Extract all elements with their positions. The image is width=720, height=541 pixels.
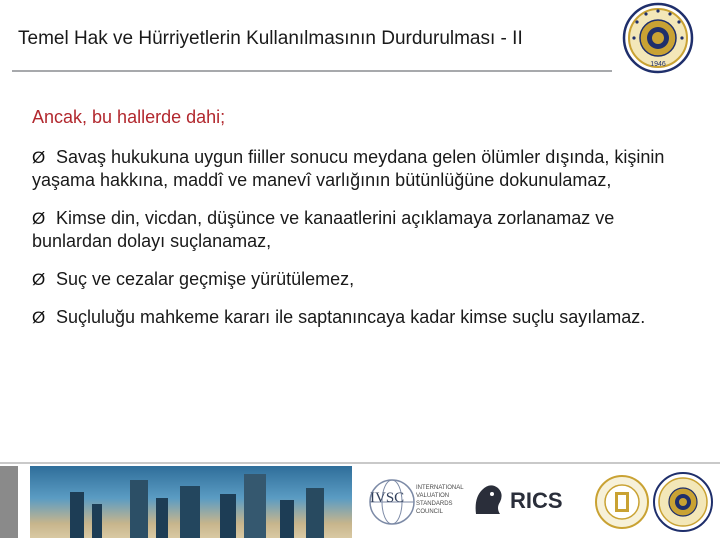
rics-lion-icon bbox=[470, 468, 506, 536]
university-seal-small-icon bbox=[652, 468, 714, 536]
slide-title: Temel Hak ve Hürriyetlerin Kullanılmasının Durdurulması - II bbox=[18, 28, 523, 49]
bullet-item bbox=[32, 146, 672, 192]
building-shape bbox=[244, 474, 266, 538]
arrow-bullet-icon: Ø bbox=[32, 209, 46, 228]
bullet-item bbox=[32, 306, 672, 329]
rics-logo bbox=[470, 468, 580, 536]
university-seal-icon bbox=[622, 2, 694, 74]
ivsc-caption: INTERNATIONAL VALUATION STANDARDS COUNCIL bbox=[416, 485, 464, 515]
building-shape bbox=[130, 480, 148, 538]
footer-divider bbox=[0, 462, 720, 464]
building-shape bbox=[306, 488, 324, 538]
faculty-seal-icon bbox=[594, 468, 650, 536]
ivsc-logo bbox=[360, 468, 468, 536]
building-shape bbox=[180, 486, 200, 538]
bullet-text: Suçluluğu mahkeme kararı ile saptanıncaya kadar kimse suçlu sayılamaz. bbox=[56, 307, 646, 327]
seal-year-label: 1946 bbox=[650, 61, 666, 68]
bullet-text: Savaş hukukuna uygun fiiller sonucu meydana gelen ölümler dışında, kişinin yaşama hakkına, maddî ve manevî varlığının bütünlüğüne dokunulamaz, bbox=[32, 147, 665, 190]
arrow-bullet-icon: Ø bbox=[32, 308, 46, 327]
bullet-item bbox=[32, 268, 672, 291]
slide-body bbox=[32, 106, 672, 344]
arrow-bullet-icon: Ø bbox=[32, 148, 46, 167]
building-shape bbox=[92, 504, 102, 538]
footer-banner bbox=[0, 462, 720, 540]
building-shape bbox=[220, 494, 236, 538]
arrow-bullet-icon: Ø bbox=[32, 270, 46, 289]
bullet-text: Kimse din, vicdan, düşünce ve kanaatlerini açıklamaya zorlanamaz ve bunlardan dolayı suçlanamaz, bbox=[32, 208, 615, 251]
bullet-item bbox=[32, 207, 672, 253]
city-skyline-image bbox=[30, 466, 352, 538]
title-divider bbox=[12, 70, 612, 72]
ivsc-mark: IVSC bbox=[370, 490, 405, 506]
footer-decoration bbox=[0, 466, 18, 538]
building-shape bbox=[280, 500, 294, 538]
rics-mark: RICS bbox=[510, 488, 563, 513]
bullet-text: Suç ve cezalar geçmişe yürütülemez, bbox=[56, 269, 355, 289]
building-shape bbox=[156, 498, 168, 538]
building-shape bbox=[70, 492, 84, 538]
lead-text: Ancak, bu hallerde dahi; bbox=[32, 107, 226, 127]
